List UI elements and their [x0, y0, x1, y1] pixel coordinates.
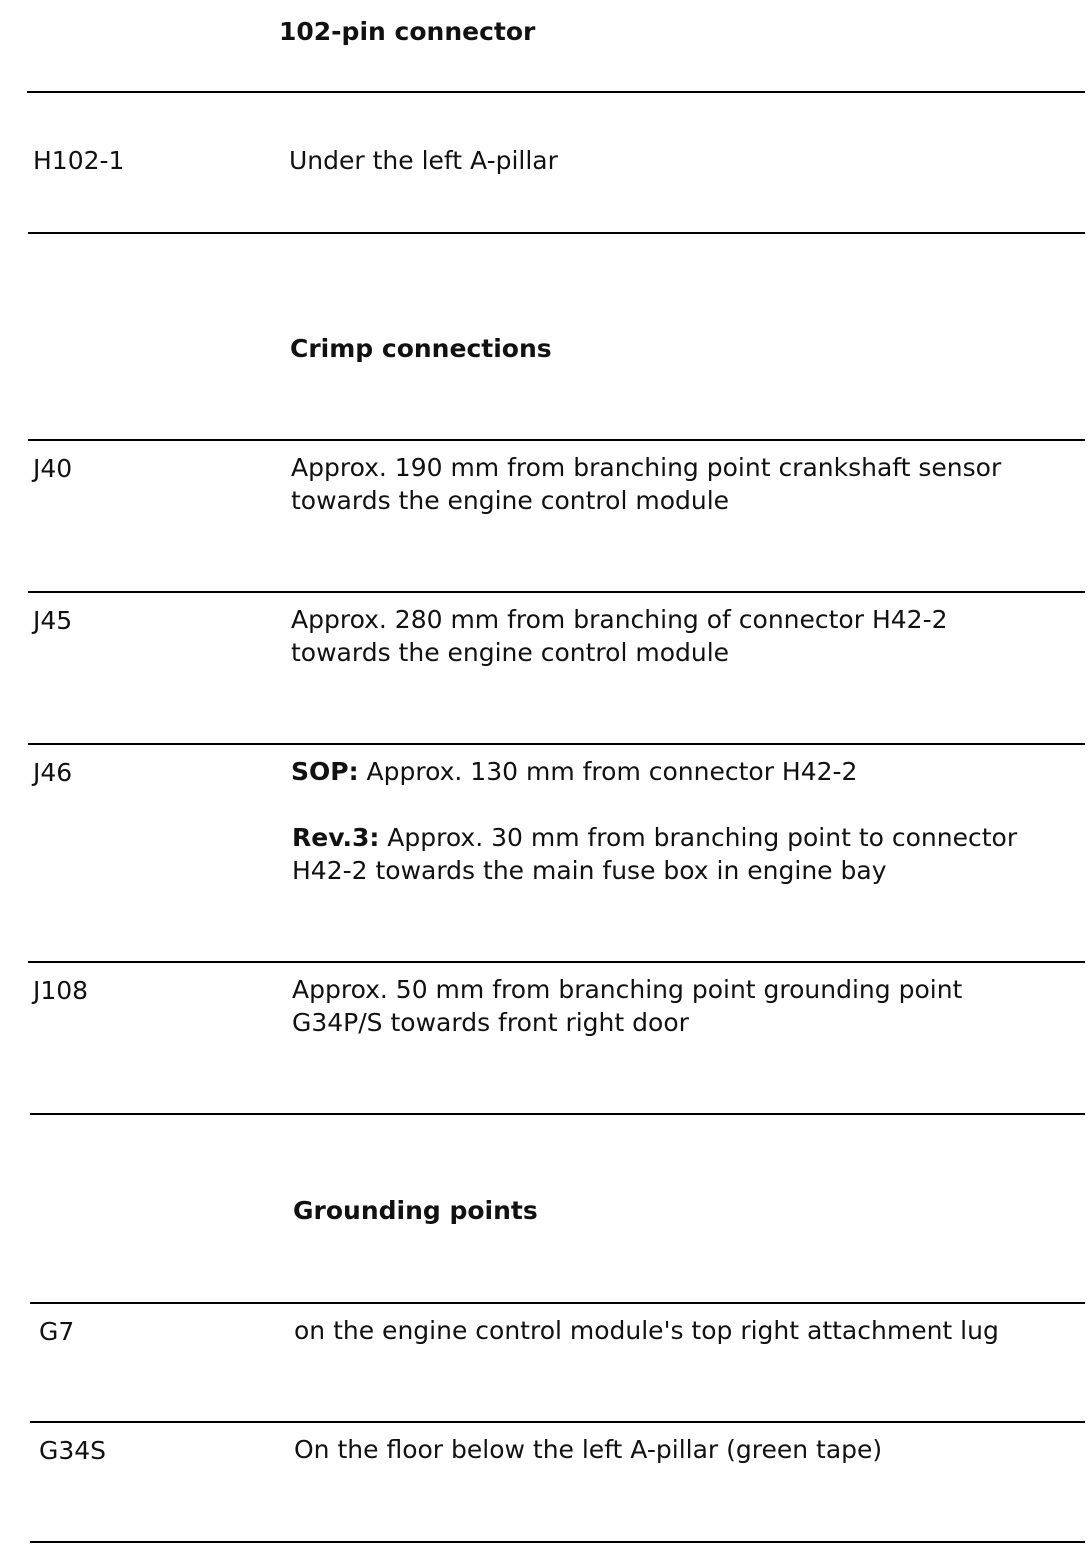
divider [30, 1421, 1085, 1423]
divider [30, 1541, 1085, 1543]
rev-text: Approx. 30 mm from branching point to connector [379, 823, 1018, 852]
row-code: G34S [39, 1436, 107, 1465]
row-code: J46 [33, 758, 73, 787]
section-heading-crimp: Crimp connections [290, 334, 552, 363]
row-code: J45 [33, 606, 73, 635]
divider [27, 91, 1085, 93]
row-description: on the engine control module's top right attachment lug [294, 1316, 999, 1345]
row-description-line1: Approx. 50 mm from branching point grounding point [292, 975, 963, 1004]
divider [28, 743, 1085, 745]
row-description: On the floor below the left A-pillar (green tape) [294, 1435, 883, 1464]
row-description: Under the left A-pillar [289, 146, 558, 175]
row-code: H102-1 [33, 146, 125, 175]
sop-text: Approx. 130 mm from connector H42-2 [358, 757, 858, 786]
divider [30, 1113, 1085, 1115]
divider [30, 1302, 1085, 1304]
row-code: J108 [33, 976, 89, 1005]
divider [28, 439, 1085, 441]
row-description-rev [292, 821, 1017, 854]
row-code: G7 [39, 1317, 75, 1346]
row-description-line1: Approx. 280 mm from branching of connector H42-2 [291, 605, 948, 634]
row-description-rev-line2: H42-2 towards the main fuse box in engine bay [292, 856, 887, 885]
row-description-line1: Approx. 190 mm from branching point crankshaft sensor [291, 453, 1002, 482]
divider [28, 961, 1085, 963]
divider [28, 232, 1085, 234]
row-description-line2: G34P/S towards front right door [292, 1008, 689, 1037]
section-heading-connector: 102-pin connector [279, 17, 536, 46]
row-code: J40 [33, 454, 73, 483]
rev-label: Rev.3: [292, 823, 380, 852]
sop-label: SOP: [291, 757, 359, 786]
divider [28, 591, 1085, 593]
row-description-sop [291, 755, 857, 788]
row-description-line2: towards the engine control module [291, 486, 730, 515]
row-description-line2: towards the engine control module [291, 638, 730, 667]
section-heading-grounding: Grounding points [293, 1196, 538, 1225]
